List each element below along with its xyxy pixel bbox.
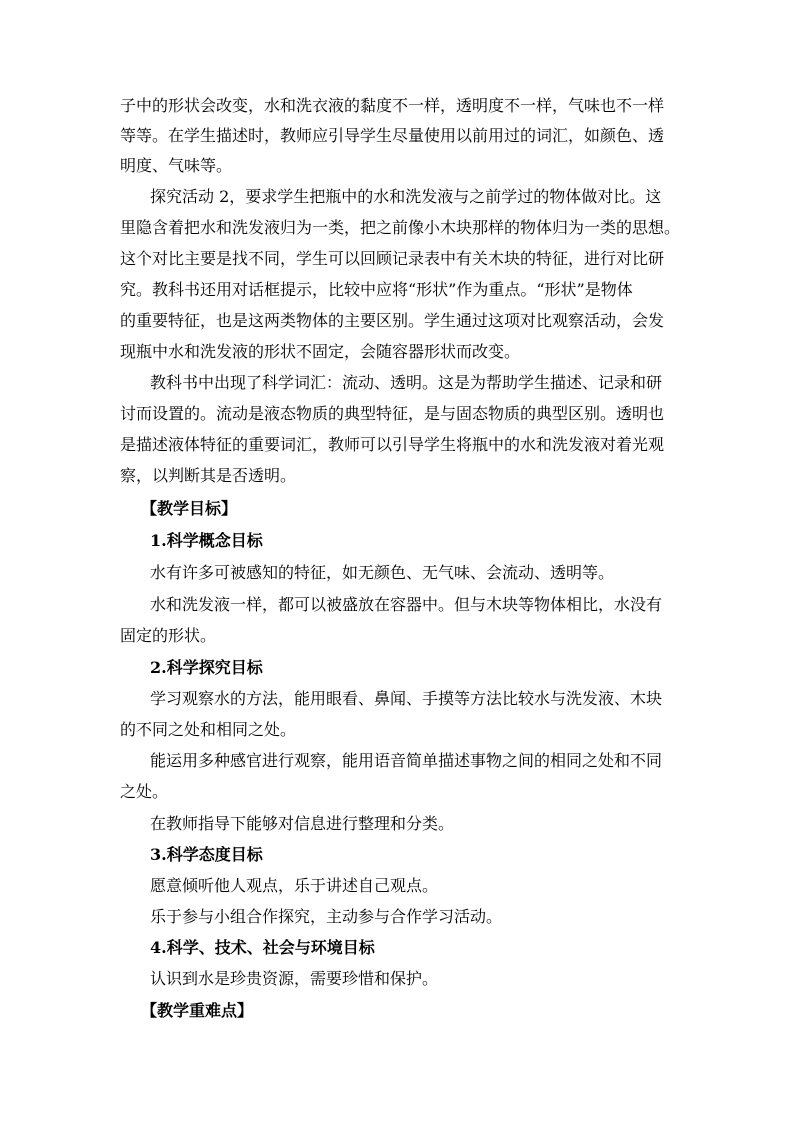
paragraph-2-line-5: 的重要特征，也是这两类物体的主要区别。学生通过这项对比观察活动，会发 — [120, 311, 665, 330]
goal-4-paragraph-1: 认识到水是珍贵资源，需要珍惜和保护。 — [150, 969, 439, 988]
goal-2-paragraph-1-line-2: 的不同之处和相同之处。 — [120, 720, 297, 739]
goal-3-title: 3.科学态度目标 — [150, 845, 263, 864]
goal-1-paragraph-1: 水有许多可被感知的特征，如无颜色、无气味、会流动、透明等。 — [150, 563, 615, 582]
paragraph-2-line-2: 里隐含着把水和洗发液归为一类，把之前像小木块那样的物体归为一类的思想。 — [120, 218, 681, 237]
goal-3-paragraph-1: 愿意倾听他人观点，乐于讲述自己观点。 — [150, 876, 439, 895]
paragraph-2-line-1: 探究活动 2，要求学生把瓶中的水和洗发液与之前学过的物体做对比。这 — [150, 187, 662, 206]
goal-3-paragraph-2: 乐于参与小组合作探究，主动参与合作学习活动。 — [150, 907, 503, 926]
goal-2-paragraph-2-line-1: 能运用多种感官进行观察，能用语音简单描述事物之间的相同之处和不同 — [150, 751, 663, 770]
paragraph-3-line-2: 讨而设置的。流动是液态物质的典型特征，是与固态物质的典型区别。透明也 — [120, 404, 665, 423]
goal-2-paragraph-2-line-2: 之处。 — [120, 782, 169, 801]
paragraph-1-line-2: 等等。在学生描述时，教师应引导学生尽量使用以前用过的词汇，如颜色、透 — [120, 126, 665, 145]
goal-1-title: 1.科学概念目标 — [150, 531, 263, 550]
section-heading-key-difficult-points: 【教学重难点】 — [141, 1001, 254, 1020]
paragraph-2-line-4: 究。教科书还用对话框提示，比较中应将“形状”作为重点。“形状”是物体 — [120, 280, 633, 299]
paragraph-1-line-3: 明度、气味等。 — [120, 156, 233, 175]
section-heading-teaching-goals: 【教学目标】 — [141, 499, 238, 518]
paragraph-3-line-3: 是描述液体特征的重要词汇，教师可以引导学生将瓶中的水和洗发液对着光观 — [120, 435, 665, 454]
paragraph-2-line-3: 这个对比主要是找不同，学生可以回顾记录表中有关木块的特征，进行对比研 — [120, 249, 665, 268]
goal-2-paragraph-1-line-1: 学习观察水的方法，能用眼看、鼻闻、手摸等方法比较水与洗发液、木块 — [150, 689, 663, 708]
goal-1-paragraph-2-line-1: 水和洗发液一样，都可以被盛放在容器中。但与木块等物体相比，水没有 — [150, 595, 663, 614]
paragraph-2-line-6: 现瓶中水和洗发液的形状不固定，会随容器形状而改变。 — [120, 342, 521, 361]
paragraph-1-line-1: 子中的形状会改变，水和洗衣液的黏度不一样，透明度不一样，气味也不一样 — [120, 96, 665, 115]
goal-2-paragraph-3: 在教师指导下能够对信息进行整理和分类。 — [150, 814, 455, 833]
goal-1-paragraph-2-line-2: 固定的形状。 — [120, 626, 217, 645]
goal-4-title: 4.科学、技术、社会与环境目标 — [150, 938, 375, 957]
goal-2-title: 2.科学探究目标 — [150, 658, 263, 677]
paragraph-3-line-1: 教科书中出现了科学词汇：流动、透明。这是为帮助学生描述、记录和研 — [150, 373, 663, 392]
paragraph-3-line-4: 察，以判断其是否透明。 — [120, 466, 297, 485]
